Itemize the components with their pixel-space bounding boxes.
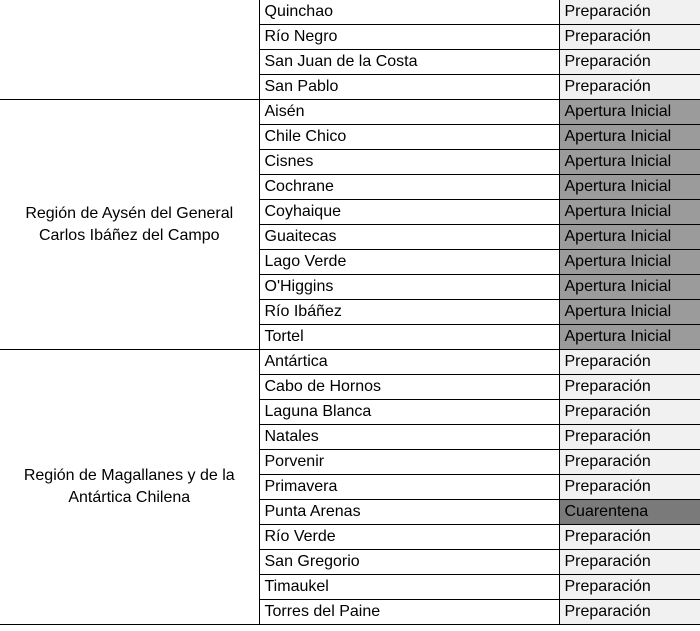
- status-cell: Preparación: [559, 450, 700, 475]
- comuna-cell: Cisnes: [259, 150, 559, 175]
- status-cell: Apertura Inicial: [559, 250, 700, 275]
- comuna-cell: Río Ibáñez: [259, 300, 559, 325]
- status-cell: Apertura Inicial: [559, 275, 700, 300]
- status-cell: Apertura Inicial: [559, 150, 700, 175]
- comuna-cell: San Gregorio: [259, 550, 559, 575]
- region-cell: Región de Magallanes y de la Antártica Chilena: [0, 350, 259, 625]
- comuna-cell: Cochrane: [259, 175, 559, 200]
- comuna-cell: Natales: [259, 425, 559, 450]
- comuna-cell: Punta Arenas: [259, 500, 559, 525]
- status-cell: Apertura Inicial: [559, 325, 700, 350]
- comuna-cell: San Pablo: [259, 75, 559, 100]
- comuna-cell: Coyhaique: [259, 200, 559, 225]
- region-cell: Región de Aysén del General Carlos Ibáñez del Campo: [0, 100, 259, 350]
- status-cell: Preparación: [559, 525, 700, 550]
- status-cell: Preparación: [559, 0, 700, 25]
- comuna-cell: Primavera: [259, 475, 559, 500]
- status-cell: Preparación: [559, 75, 700, 100]
- status-cell: Apertura Inicial: [559, 300, 700, 325]
- region-cell: [0, 0, 259, 100]
- comuna-cell: Laguna Blanca: [259, 400, 559, 425]
- comuna-cell: Aisén: [259, 100, 559, 125]
- status-cell: Preparación: [559, 400, 700, 425]
- status-cell: Apertura Inicial: [559, 225, 700, 250]
- comuna-cell: Lago Verde: [259, 250, 559, 275]
- comuna-cell: O'Higgins: [259, 275, 559, 300]
- comuna-cell: Timaukel: [259, 575, 559, 600]
- table-row: [0, 100, 700, 125]
- table-row: [0, 350, 700, 375]
- status-cell: Apertura Inicial: [559, 100, 700, 125]
- status-cell: Preparación: [559, 425, 700, 450]
- comuna-cell: Cabo de Hornos: [259, 375, 559, 400]
- status-cell: Preparación: [559, 575, 700, 600]
- status-cell: Preparación: [559, 475, 700, 500]
- comuna-cell: Guaitecas: [259, 225, 559, 250]
- status-cell: Preparación: [559, 50, 700, 75]
- status-cell: Preparación: [559, 600, 700, 625]
- status-cell: Apertura Inicial: [559, 125, 700, 150]
- comuna-cell: Antártica: [259, 350, 559, 375]
- table-row: [0, 0, 700, 25]
- status-cell: Preparación: [559, 550, 700, 575]
- status-cell: Preparación: [559, 25, 700, 50]
- comuna-cell: Porvenir: [259, 450, 559, 475]
- status-cell: Preparación: [559, 375, 700, 400]
- comuna-cell: Río Negro: [259, 25, 559, 50]
- comuna-cell: Tortel: [259, 325, 559, 350]
- status-cell: Apertura Inicial: [559, 200, 700, 225]
- status-cell: Preparación: [559, 350, 700, 375]
- comuna-cell: Chile Chico: [259, 125, 559, 150]
- comuna-cell: San Juan de la Costa: [259, 50, 559, 75]
- comuna-cell: Río Verde: [259, 525, 559, 550]
- status-cell: Cuarentena: [559, 500, 700, 525]
- comuna-cell: Quinchao: [259, 0, 559, 25]
- status-cell: Apertura Inicial: [559, 175, 700, 200]
- comuna-cell: Torres del Paine: [259, 600, 559, 625]
